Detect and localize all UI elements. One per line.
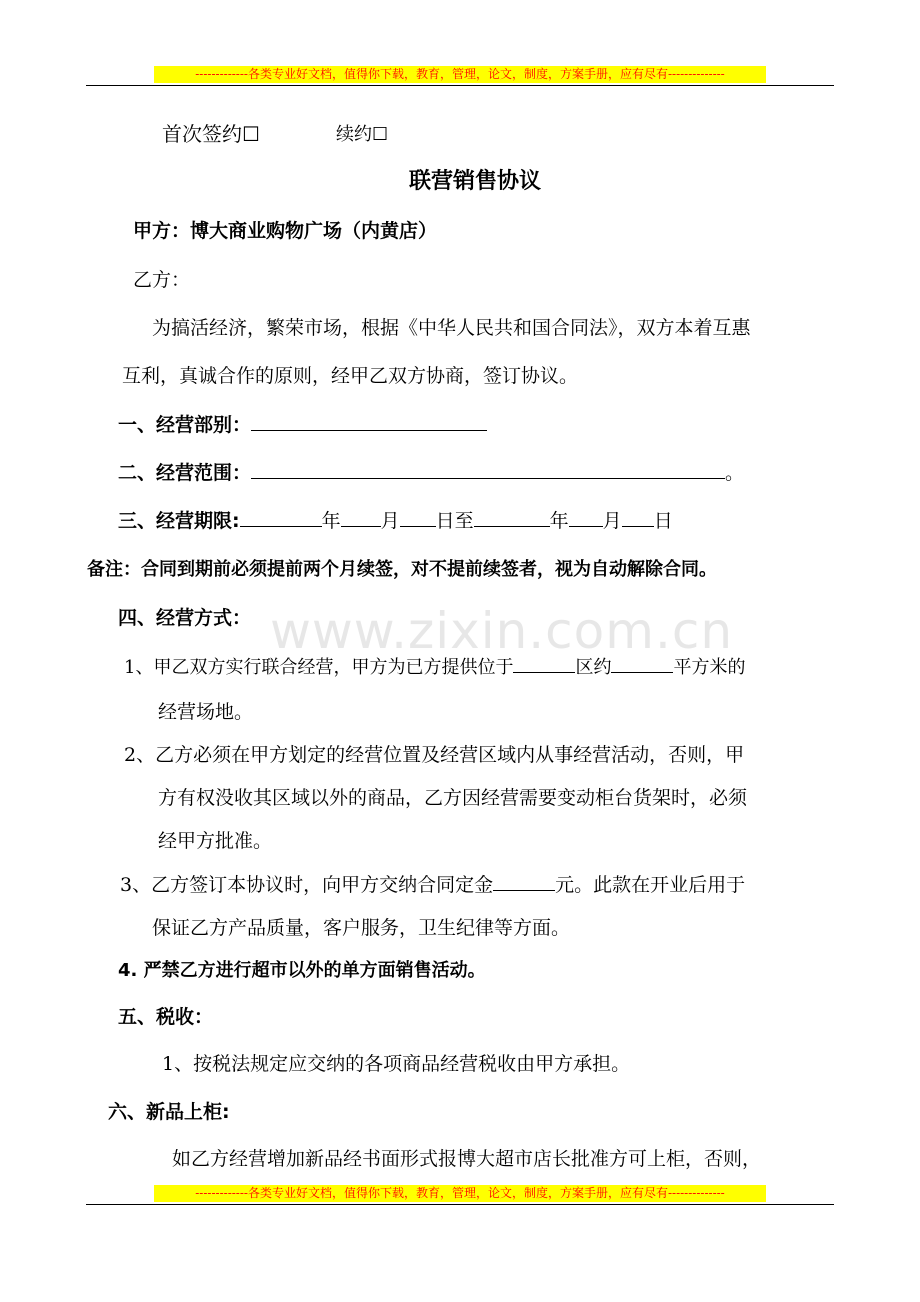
section-6-label: 六、新品上柜: [108,1101,230,1123]
item-3-text-a: 3、乙方签订本协议时，向甲方交纳合同定金 [120,874,494,896]
month-label-2: 月 [602,510,622,532]
section-2 [118,458,744,485]
intro-line-1: 为搞活经济，繁荣市场，根据《中华人民共和国合同法》，双方本着互惠 [152,317,751,339]
section-4-label: 四、经营方式： [118,607,252,629]
month-label: 月 [380,510,400,532]
renewal-note: 备注：合同到期前必须提前两个月续签，对不提前续签者，视为自动解除合同。 [87,559,717,580]
item-3-line-2: 保证乙方产品质量，客户服务，卫生纪律等方面。 [152,917,571,939]
footer-banner: -------------各类专业好文档，值得你下载，教育，管理，论文，制度，方案手册，应有尽有-------------- [154,1185,766,1202]
start-month-blank[interactable] [341,506,381,527]
footer-rule [86,1204,834,1205]
item-2-line-1: 2、乙方必须在甲方划定的经营位置及经营区域内从事经营活动，否则，甲 [124,744,745,766]
section-6-text: 如乙方经营增加新品经书面形式报博大超市店长批准方可上柜，否则， [172,1148,762,1170]
item-1-line-2: 经营场地。 [158,701,254,723]
year-label: 年 [321,510,341,532]
party-b: 乙方： [133,269,191,291]
item-3-text-b: 元。此款在开业后用于 [555,874,746,896]
day-label: 日 [653,510,673,532]
section-3-label: 三、经营期限: [118,510,240,532]
start-year-blank[interactable] [240,506,322,527]
end-month-blank[interactable] [569,506,603,527]
document-title: 联营销售协议 [409,169,542,194]
item-2-line-3: 经甲方批准。 [158,830,273,852]
department-blank[interactable] [251,410,487,431]
day-to-label: 日至 [435,510,474,532]
section-1-label: 一、经营部别： [118,414,252,436]
item-3-line-1 [120,870,745,897]
start-day-blank[interactable] [400,506,436,527]
first-sign-checkbox-icon[interactable]: ☐ [242,122,260,146]
scope-blank[interactable] [251,458,725,479]
first-sign-option [162,118,260,147]
intro-line-2: 互利，真诚合作的原则，经甲乙双方协商，签订协议。 [122,365,579,387]
area-blank[interactable] [611,652,673,673]
header-rule [86,85,834,86]
watermark: www.zixin.com.cn [270,602,734,660]
item-1-text-c: 平方米的 [673,657,746,678]
party-a: 甲方：博大商业购物广场（内黄店） [133,220,438,242]
item-2-line-2: 方有权没收其区域以外的商品，乙方因经营需要变动柜台货架时，必须 [158,787,748,809]
section-5-label: 五、税收： [118,1006,214,1028]
deposit-blank[interactable] [493,870,555,891]
end-year-blank[interactable] [474,506,550,527]
item-1-text-b: 区约 [575,657,612,678]
section-5-item-1: 1、按税法规定应交纳的各项商品经营税收由甲方承担。 [162,1053,631,1075]
renew-option [336,120,388,146]
first-sign-label: 首次签约 [162,122,242,146]
item-1-text-a: 1、甲乙双方实行联合经营，甲方为已方提供位于 [124,657,514,678]
renew-checkbox-icon[interactable]: ☐ [372,124,389,145]
section-2-label: 二、经营范围： [118,462,252,484]
location-blank[interactable] [513,652,575,673]
header-banner: -------------各类专业好文档，值得你下载，教育，管理，论文，制度，方案手册，应有尽有-------------- [154,66,766,83]
item-1-line-1 [124,652,745,679]
renew-label: 续约 [336,124,372,145]
item-4: 4. 严禁乙方进行超市以外的单方面销售活动。 [118,960,486,981]
section-2-end: 。 [725,462,745,484]
section-1 [118,410,487,437]
section-3 [118,506,673,533]
end-day-blank[interactable] [622,506,654,527]
year-label-2: 年 [549,510,569,532]
